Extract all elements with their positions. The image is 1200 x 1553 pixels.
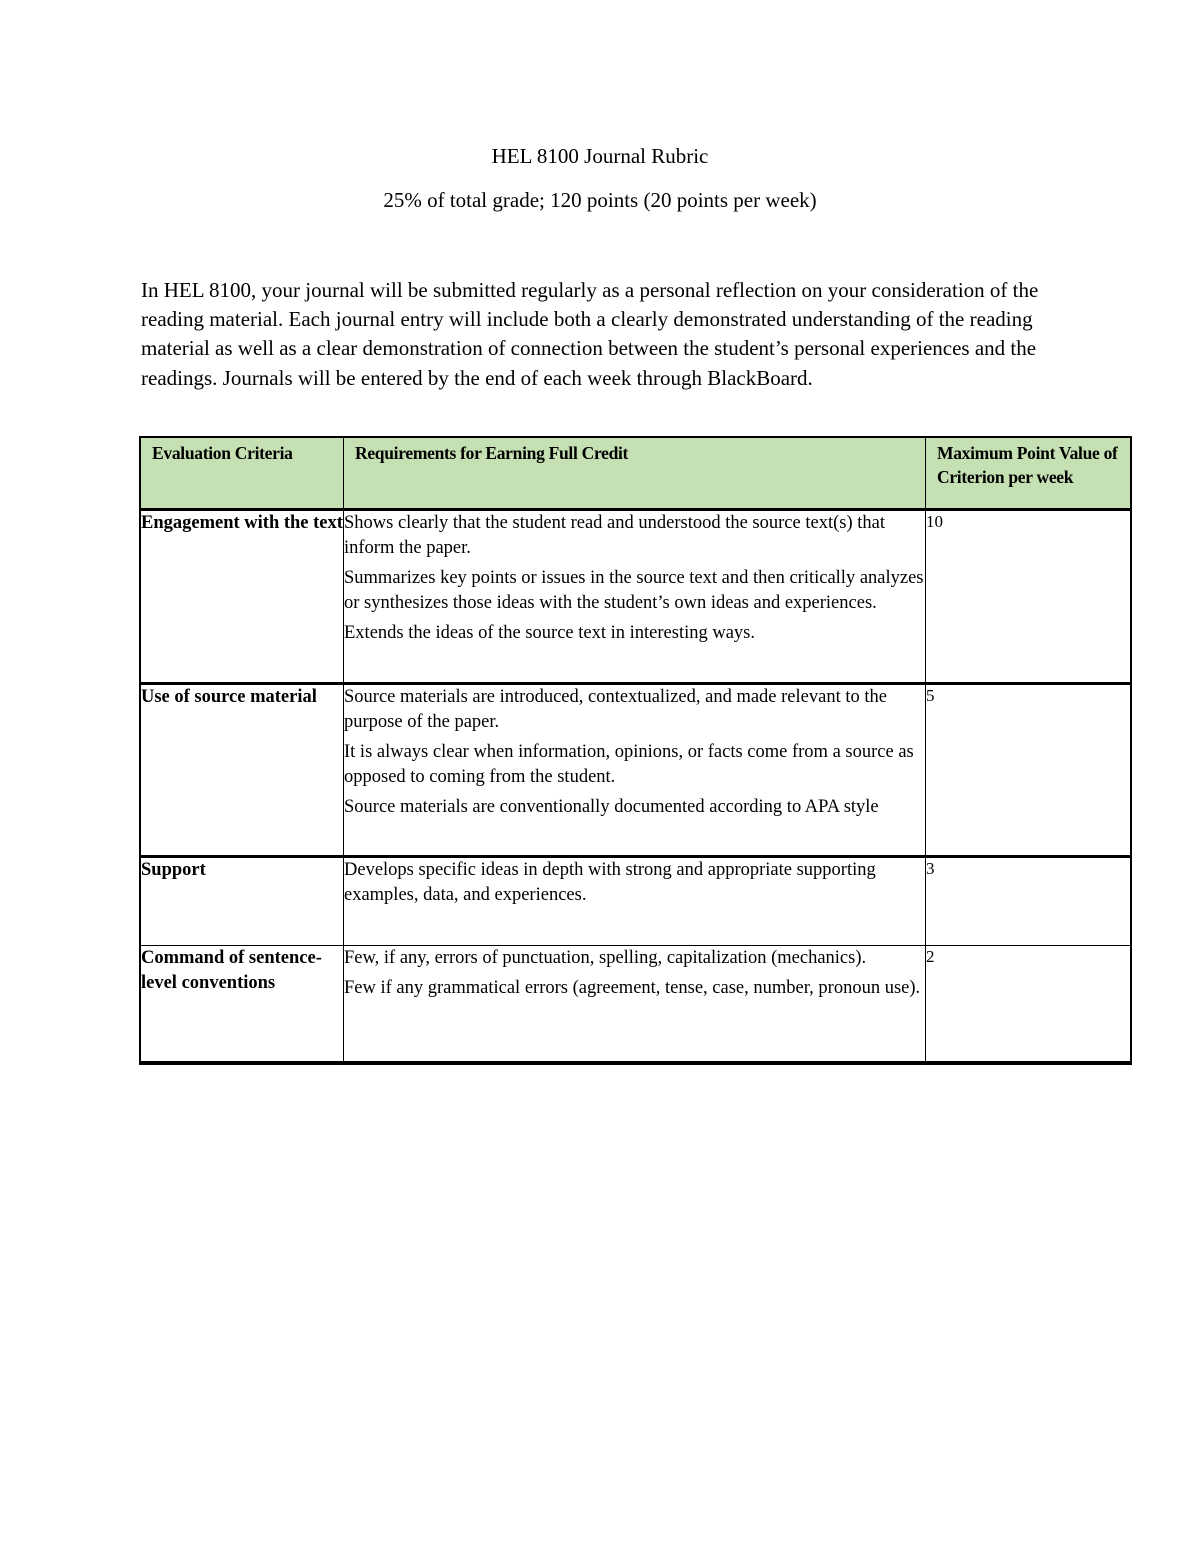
intro-paragraph: In HEL 8100, your journal will be submitted regularly as a personal reflection on your consideration of the reading material. Each journal entry will include both a clearly demonstrated understanding of the reading material as well as a clear demonstration of connection between the student’s personal experiences and the readings. Journals will be entered by the end of each week through BlackBoard. — [141, 278, 1039, 390]
requirement-item: It is always clear when information, opinions, or facts come from a source as opposed to coming from the student. — [344, 742, 914, 787]
requirement-item: Few, if any, errors of punctuation, spelling, capitalization (mechanics). — [344, 948, 867, 968]
document-title: HEL 8100 Journal Rubric — [491, 144, 709, 168]
requirements-cell — [344, 510, 926, 684]
header-max-points: Maximum Point Value of Criterion per week — [926, 438, 1131, 510]
requirement-item: Few if any grammatical errors (agreement, tense, case, number, pronoun use). — [344, 978, 921, 998]
points-cell: 10 — [926, 510, 1131, 684]
table-row — [141, 946, 1131, 1063]
header-requirements: Requirements for Earning Full Credit — [344, 438, 926, 510]
table-row — [141, 857, 1131, 946]
requirements-cell — [344, 946, 926, 1063]
points-cell: 3 — [926, 857, 1131, 946]
header-evaluation-criteria: Evaluation Criteria — [141, 438, 344, 510]
requirement-item: Extends the ideas of the source text in interesting ways. — [344, 623, 756, 643]
requirement-item: Source materials are introduced, contextualized, and made relevant to the purpose of the paper. — [344, 687, 887, 732]
document-subtitle: 25% of total grade; 120 points (20 points per week) — [383, 188, 817, 212]
points-cell: 5 — [926, 684, 1131, 857]
requirements-cell — [344, 684, 926, 857]
criterion-cell: Command of sentence-level conventions — [141, 946, 344, 1063]
rubric-table — [140, 437, 1131, 1064]
rubric-header-row — [141, 438, 1131, 510]
requirement-item: Shows clearly that the student read and understood the source text(s) that inform the paper. — [344, 513, 885, 558]
requirement-item: Develops specific ideas in depth with strong and appropriate supporting examples, data, and experiences. — [344, 860, 876, 905]
criterion-cell: Use of source material — [141, 684, 344, 857]
table-row — [141, 684, 1131, 857]
requirement-item: Source materials are conventionally documented according to APA style — [344, 797, 879, 817]
requirements-cell — [344, 857, 926, 946]
criterion-cell: Engagement with the text — [141, 510, 344, 684]
table-row — [141, 510, 1131, 684]
points-cell: 2 — [926, 946, 1131, 1063]
requirement-item: Summarizes key points or issues in the source text and then critically analyzes or synthesizes those ideas with the student’s own ideas and experiences. — [344, 568, 924, 613]
criterion-cell: Support — [141, 857, 344, 946]
